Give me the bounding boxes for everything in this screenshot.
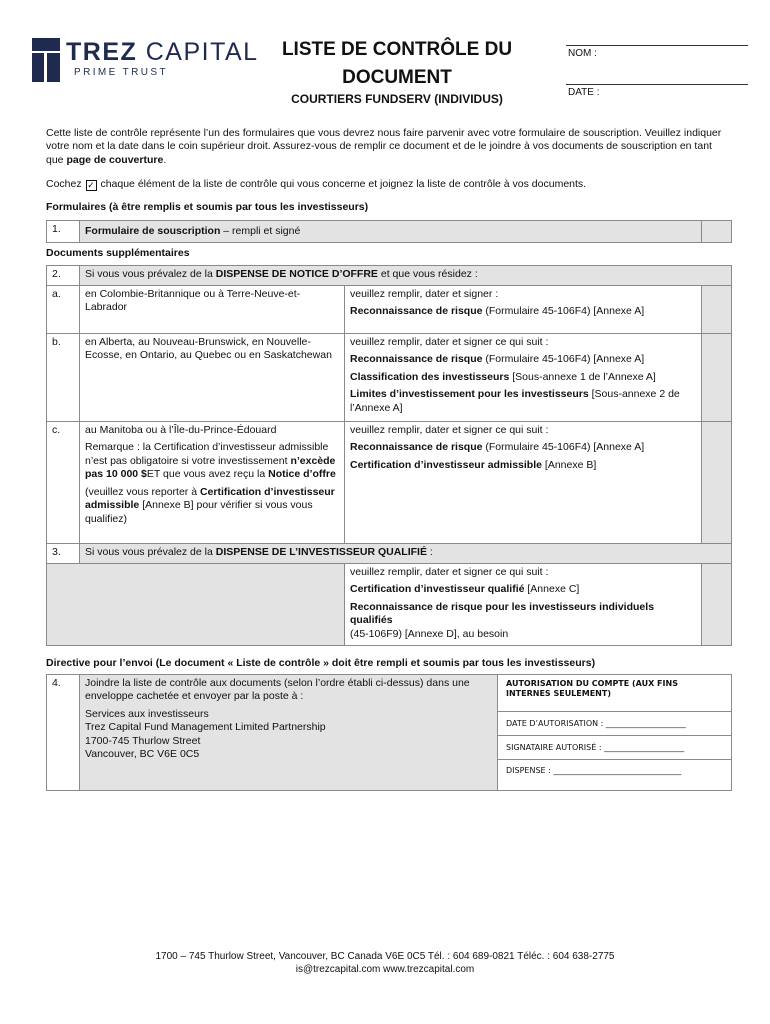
row-instructions: veuillez remplir, dater et signer ce qui suit : Reconnaissance de risque (Formulaire 45-106F4) [Annexe A] Certification d’investisseur admissible [Annexe B]	[345, 422, 702, 544]
mailing-instructions: Joindre la liste de contrôle aux documents (selon l’ordre établi ci-dessus) dans une enveloppe cachetée et envoyer par la poste à : Services aux investisseurs Trez Capital Fund Management Limited Partnership 1700-745 Thurlow Street Vancouver, BC V6E 0C5	[80, 675, 498, 791]
auth-date-field[interactable]: DATE D’AUTORISATION : ____________________	[498, 712, 731, 736]
row-instructions: veuillez remplir, dater et signer ce qui suit : Certification d’investisseur qualifié [Annexe C] Reconnaissance de risque pour les investisseurs individuels qualifiés (45-106F9) [Annexe D], au besoin	[345, 564, 702, 646]
row-text: Si vous vous prévalez de la DISPENSE DE L’INVESTISSEUR QUALIFIÉ :	[80, 544, 732, 564]
table-row	[47, 286, 732, 334]
row-condition: au Manitoba ou à l’Île-du-Prince-Édouard Remarque : la Certification d’investisseur admissible n’est pas obligatoire si votre investissement n’excède pas 10 000 $ET que vous avez reçu la Notice d’offre (veuillez vous reporter à Certification d’investisseur admissible [Annexe B] pour vérifier si vous vous qualifiez)	[80, 422, 345, 544]
row-text: Formulaire de souscription – rempli et signé	[80, 221, 702, 243]
logo-mark-icon	[32, 38, 60, 82]
row3-checkbox[interactable]	[702, 564, 732, 646]
row-number: 2.	[47, 266, 80, 286]
forms-table	[46, 220, 732, 243]
auth-exemption-field[interactable]: DISPENSE : ________________________________	[498, 760, 731, 781]
table-row	[47, 221, 732, 243]
row-number: b.	[47, 334, 80, 422]
documents-table	[46, 265, 732, 646]
send-table	[46, 674, 732, 791]
row1-checkbox[interactable]	[702, 221, 732, 243]
intro-paragraph: Cette liste de contrôle représente l’un des formulaires que vous devrez nous faire parvenir avec votre formulaire de souscription. Veuillez indiquer votre nom et la date dans le coin supérieur droit. Assurez-vous de remplir ce document et de le joindre à vos documents de souscription en tant que page de couverture.	[46, 127, 722, 166]
row-number: 3.	[47, 544, 80, 564]
table-row	[47, 422, 732, 544]
row-number: 4.	[47, 675, 80, 791]
footer-contact: is@trezcapital.com www.trezcapital.com	[295, 963, 475, 975]
table-row	[47, 266, 732, 286]
page-footer	[0, 951, 770, 977]
date-line	[566, 84, 748, 85]
row-b-checkbox[interactable]	[702, 334, 732, 422]
row3-blank-cell	[47, 564, 345, 646]
table-row	[47, 334, 732, 422]
table-row	[47, 675, 732, 791]
row-instructions: veuillez remplir, dater et signer ce qui suit : Reconnaissance de risque (Formulaire 45-106F4) [Annexe A] Classification des investisseurs [Sous-annexe 1 de l’Annexe A] Limites d’investissement pour les investisseurs [Sous-annexe 2 de l’Annexe A]	[345, 334, 702, 422]
checked-box-icon: ✓	[87, 180, 95, 190]
row-condition: en Colombie-Britannique ou à Terre-Neuve-et-Labrador	[80, 286, 345, 334]
page-title: LISTE DE CONTRÔLE DU DOCUMENT	[281, 39, 513, 88]
auth-title: AUTORISATION DU COMPTE (AUX FINS INTERNES SEULEMENT)	[506, 679, 678, 699]
row-number: 1.	[47, 221, 80, 243]
logo-wordmark: TREZ CAPITAL	[66, 38, 259, 66]
page-subtitle: COURTIERS FUNDSERV (INDIVIDUS)	[291, 92, 503, 106]
nom-line	[566, 45, 748, 46]
nom-field-label[interactable]: NOM :	[568, 48, 597, 59]
row-condition: en Alberta, au Nouveau-Brunswick, en Nouvelle-Ecosse, en Ontario, au Quebec ou en Saskatchewan	[80, 334, 345, 422]
section-send-heading: Directive pour l’envoi (Le document « Liste de contrôle » doit être rempli et soumis par tous les investisseurs)	[46, 657, 596, 669]
row-text: Si vous vous prévalez de la DISPENSE DE NOTICE D’OFFRE et que vous résidez :	[80, 266, 732, 286]
table-row	[47, 544, 732, 564]
auth-signatory-field[interactable]: SIGNATAIRE AUTORISÉ : ____________________	[498, 736, 731, 760]
row-c-checkbox[interactable]	[702, 422, 732, 544]
checkbox-instruction: Cochez ✓ chaque élément de la liste de contrôle qui vous concerne et joignez la liste de contrôle à vos documents.	[46, 178, 587, 190]
table-row	[47, 564, 732, 646]
logo-tagline: PRIME TRUST	[74, 67, 168, 78]
section-docs-heading: Documents supplémentaires	[46, 247, 190, 259]
authorization-box	[498, 675, 732, 791]
row-a-checkbox[interactable]	[702, 286, 732, 334]
row-number: c.	[47, 422, 80, 544]
row-instructions: veuillez remplir, dater et signer : Reconnaissance de risque (Formulaire 45-106F4) [Annexe A]	[345, 286, 702, 334]
row-number: a.	[47, 286, 80, 334]
footer-address: 1700 – 745 Thurlow Street, Vancouver, BC Canada V6E 0C5 Tél. : 604 689-0821 Téléc. : 604 638-2775	[155, 951, 615, 962]
date-field-label[interactable]: DATE :	[568, 87, 600, 98]
section-forms-heading: Formulaires (à être remplis et soumis par tous les investisseurs)	[46, 201, 369, 213]
